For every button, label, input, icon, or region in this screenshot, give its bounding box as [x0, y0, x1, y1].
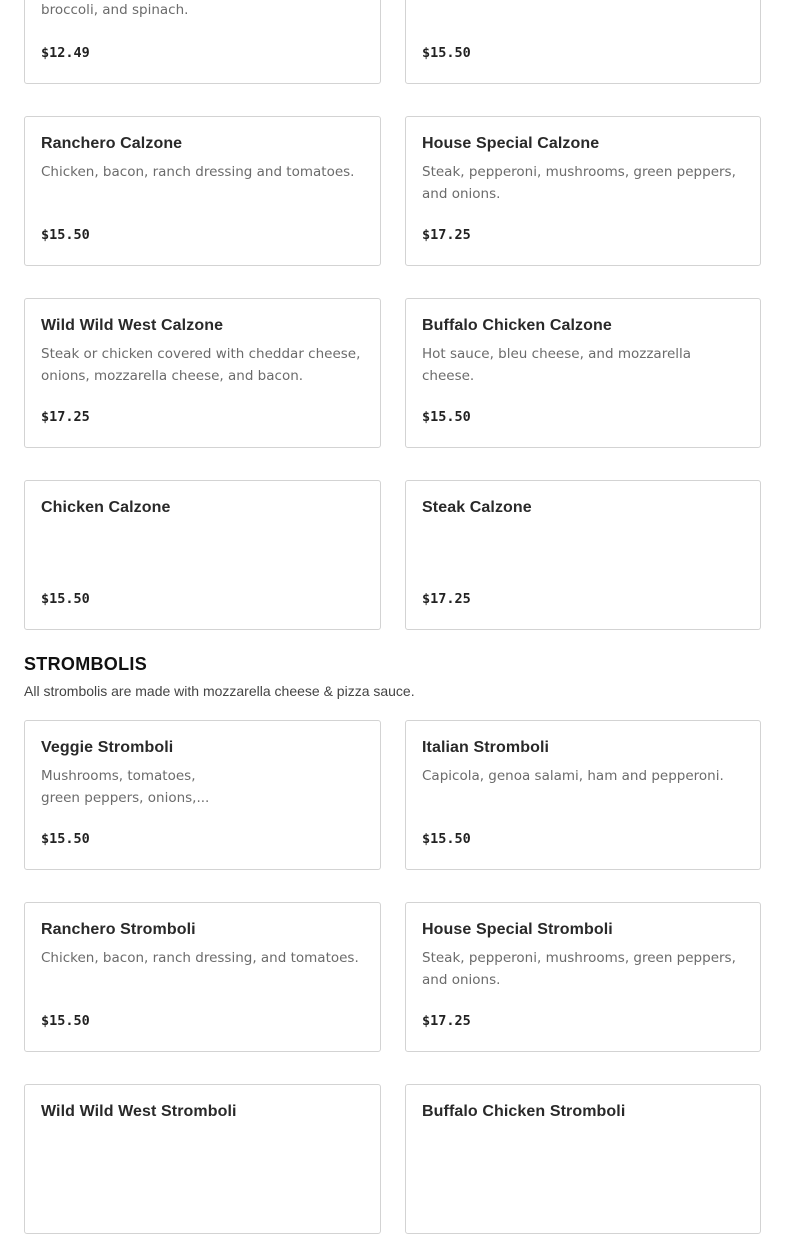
item-price: $15.50: [422, 831, 471, 847]
item-name: House Special Calzone: [422, 135, 600, 152]
item-price: $17.25: [41, 409, 90, 425]
item-price: $17.25: [422, 591, 471, 607]
item-description: broccoli, and spinach.: [41, 2, 189, 18]
item-description: Capicola, genoa salami, ham and pepperoni.: [422, 768, 724, 784]
item-price: $15.50: [422, 45, 471, 61]
menu-item-card[interactable]: [24, 1084, 381, 1234]
menu-item-card[interactable]: [405, 902, 761, 1052]
item-price: $17.25: [422, 1013, 471, 1029]
item-description: Steak, pepperoni, mushrooms, green peppers, and onions.: [422, 164, 736, 202]
item-name: Wild Wild West Stromboli: [41, 1103, 237, 1120]
menu-item-card[interactable]: [24, 298, 381, 448]
item-description: Steak, pepperoni, mushrooms, green peppers, and onions.: [422, 950, 736, 988]
item-name: Buffalo Chicken Stromboli: [422, 1103, 626, 1120]
item-description: Chicken, bacon, ranch dressing and tomatoes.: [41, 164, 355, 180]
section-title: STROMBOLIS: [24, 654, 147, 674]
menu-item-card[interactable]: [24, 720, 381, 870]
item-price: $17.25: [422, 227, 471, 243]
menu-item-card[interactable]: [24, 116, 381, 266]
item-name: Veggie Stromboli: [41, 739, 174, 756]
item-name: Chicken Calzone: [41, 499, 171, 516]
item-price: $15.50: [41, 591, 90, 607]
item-name: Buffalo Chicken Calzone: [422, 317, 612, 334]
menu-item-card[interactable]: [405, 116, 761, 266]
menu-item-card[interactable]: [405, 480, 761, 630]
section-subtitle: All strombolis are made with mozzarella cheese & pizza sauce.: [24, 683, 415, 699]
item-description: Chicken, bacon, ranch dressing, and tomatoes.: [41, 950, 359, 966]
item-price: $12.49: [41, 45, 90, 61]
item-description: Steak or chicken covered with cheddar cheese, onions, mozzarella cheese, and bacon.: [41, 346, 361, 384]
item-name: Italian Stromboli: [422, 739, 550, 756]
item-name: Ranchero Stromboli: [41, 921, 196, 938]
item-name: Ranchero Calzone: [41, 135, 183, 152]
menu-item-card[interactable]: [405, 298, 761, 448]
item-price: $15.50: [422, 409, 471, 425]
menu-item-card[interactable]: [24, 0, 381, 84]
item-price: $15.50: [41, 831, 90, 847]
calzone-grid: [24, 0, 761, 630]
menu-item-card[interactable]: [405, 1084, 761, 1234]
item-description: Mushrooms, tomatoes, green peppers, onions,...: [41, 768, 210, 806]
menu-item-card[interactable]: [24, 480, 381, 630]
menu-item-card[interactable]: [405, 720, 761, 870]
stromboli-grid: [24, 720, 761, 1234]
item-name: House Special Stromboli: [422, 921, 613, 938]
item-name: Wild Wild West Calzone: [41, 317, 224, 334]
item-description: Hot sauce, bleu cheese, and mozzarella cheese.: [422, 346, 692, 384]
menu-item-card[interactable]: [24, 902, 381, 1052]
item-price: $15.50: [41, 227, 90, 243]
item-name: Steak Calzone: [422, 499, 532, 516]
item-price: $15.50: [41, 1013, 90, 1029]
menu-item-card[interactable]: [405, 0, 761, 84]
